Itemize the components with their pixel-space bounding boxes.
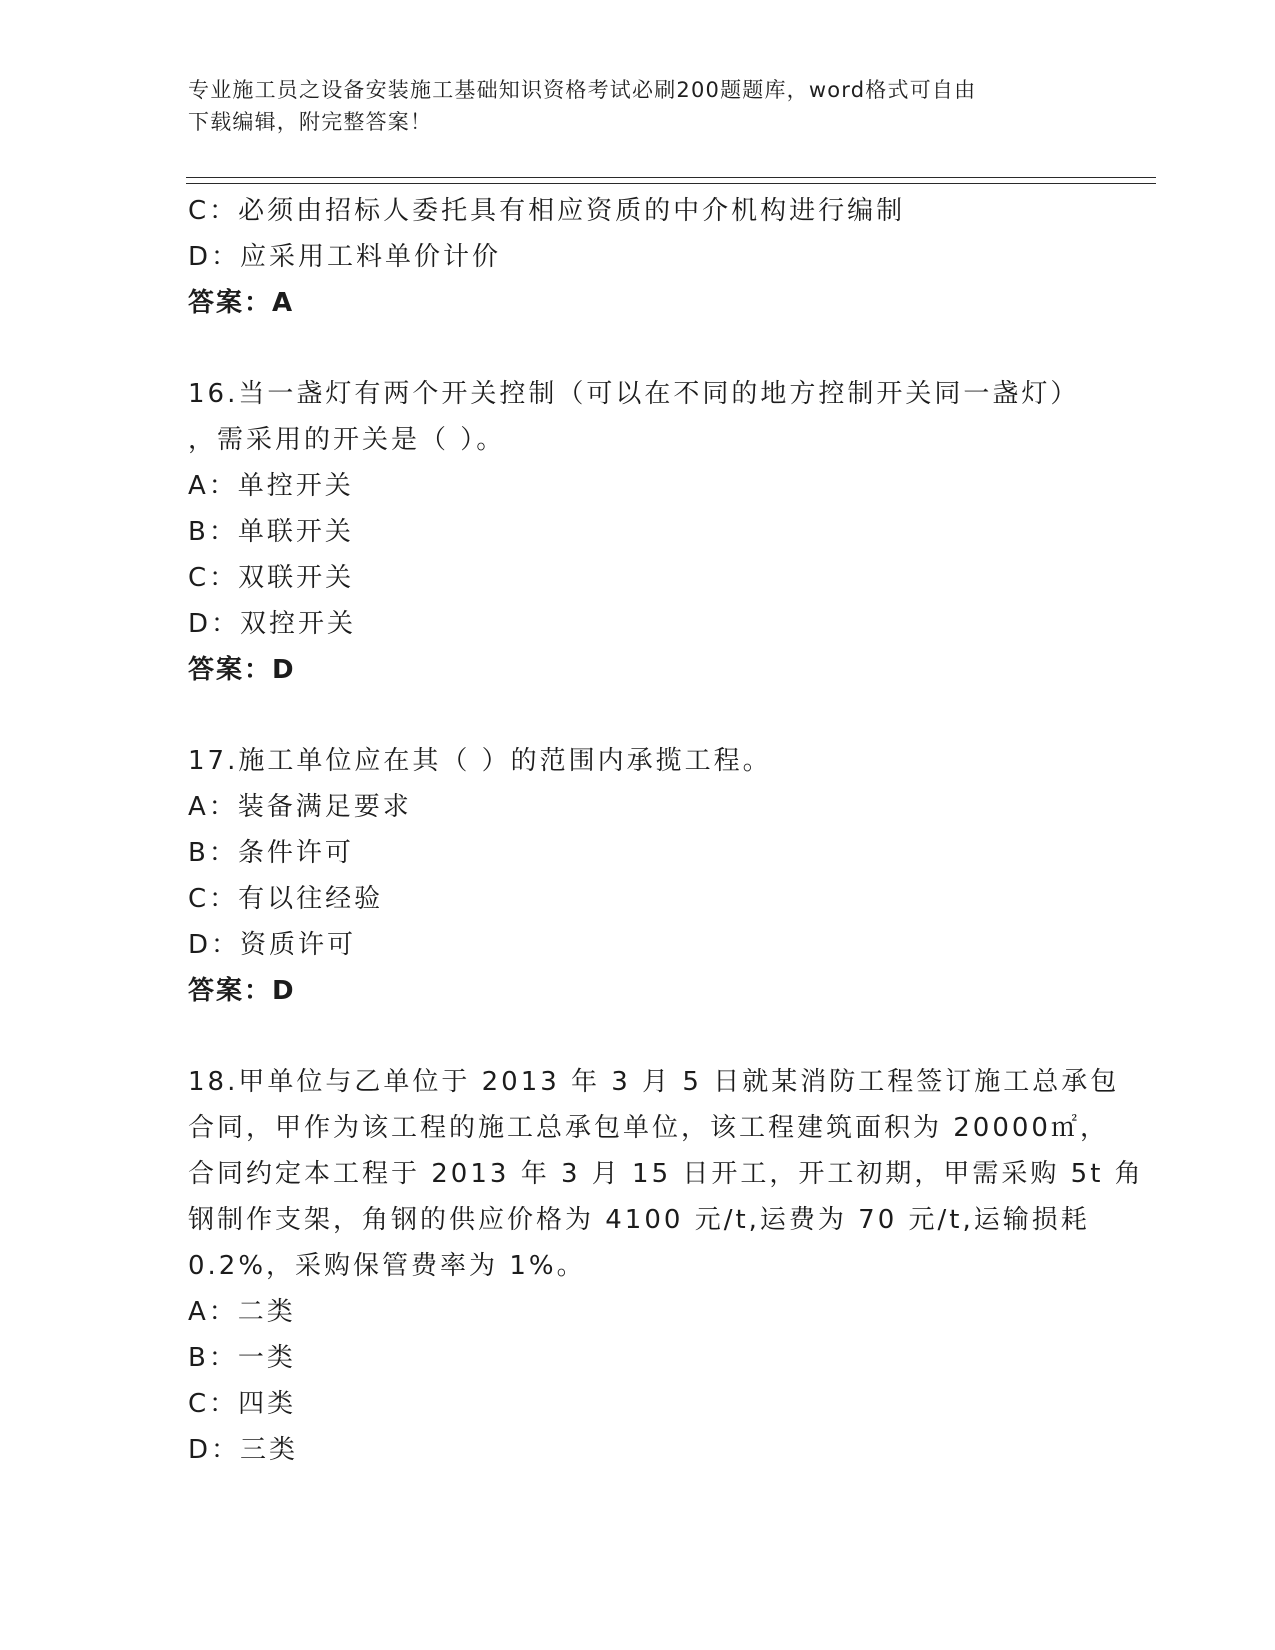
- question-content: [188, 188, 1144, 1473]
- spacer: [188, 693, 1088, 738]
- option-a: A：装备满足要求: [188, 792, 412, 822]
- question-text: 钢制作支架，角钢的供应价格为 4100 元/t,运费为 70 元/t,运输损耗: [188, 1205, 1090, 1235]
- header-line-2: 下载编辑，附完整答案！: [188, 110, 433, 134]
- option-b: B：条件许可: [188, 838, 354, 868]
- answer-line: 答案：A: [188, 288, 295, 318]
- header-rule-top: [186, 177, 1156, 178]
- header-rule-bottom: [186, 183, 1156, 184]
- header-line-1: 专业施工员之设备安装施工基础知识资格考试必刷200题题库，word格式可自由: [188, 78, 977, 102]
- option-c: C：有以往经验: [188, 884, 384, 914]
- question-text: 合同，甲作为该工程的施工总承包单位，该工程建筑面积为 20000㎡，: [188, 1113, 1109, 1143]
- option-c: C：双联开关: [188, 563, 355, 593]
- option-c: C：四类: [188, 1389, 297, 1419]
- question-text: ，需采用的开关是（ ）。: [188, 425, 506, 455]
- option-d: D：应采用工料单价计价: [188, 242, 502, 272]
- question-18: [188, 1059, 1144, 1473]
- option-b: B：一类: [188, 1343, 296, 1373]
- question-15-continued: [188, 188, 1088, 326]
- question-text: 16.当一盏灯有两个开关控制（可以在不同的地方控制开关同一盏灯）: [188, 379, 1080, 409]
- spacer: [188, 1014, 1088, 1059]
- spacer: [188, 326, 1088, 371]
- question-text: 合同约定本工程于 2013 年 3 月 15 日开工，开工初期，甲需采购 5t 角: [188, 1159, 1144, 1189]
- option-c: C：必须由招标人委托具有相应资质的中介机构进行编制: [188, 196, 906, 226]
- option-b: B：单联开关: [188, 517, 354, 547]
- option-a: A：二类: [188, 1297, 296, 1327]
- option-d: D：三类: [188, 1435, 299, 1465]
- option-d: D：资质许可: [188, 930, 357, 960]
- question-17: [188, 738, 1088, 1014]
- question-text: 18.甲单位与乙单位于 2013 年 3 月 5 日就某消防工程签订施工总承包: [188, 1067, 1120, 1097]
- question-16: [188, 371, 1088, 693]
- answer-line: 答案：D: [188, 976, 296, 1006]
- document-header: [188, 74, 1068, 138]
- option-a: A：单控开关: [188, 471, 354, 501]
- answer-line: 答案：D: [188, 655, 296, 685]
- option-d: D：双控开关: [188, 609, 357, 639]
- question-text: 0.2%，采购保管费率为 1%。: [188, 1251, 586, 1281]
- question-text: 17.施工单位应在其（ ）的范围内承揽工程。: [188, 746, 772, 776]
